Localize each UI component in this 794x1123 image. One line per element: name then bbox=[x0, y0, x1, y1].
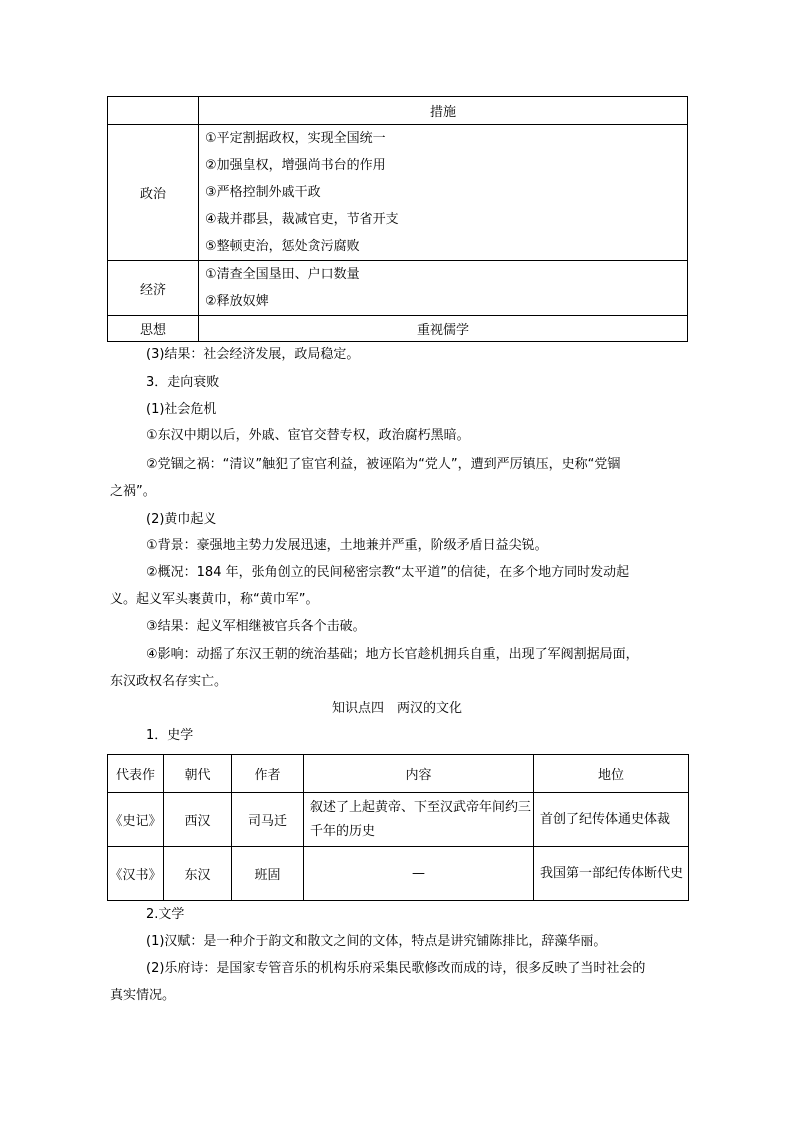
knowledge-point-title: 知识点四 两汉的文化 bbox=[331, 701, 462, 716]
section-heading: 2.文学 bbox=[146, 907, 185, 922]
economy-item: ①清查全国垦田、户口数量 bbox=[205, 267, 360, 282]
sub-heading: (2)黄巾起义 bbox=[146, 512, 217, 527]
paragraph-line: (1)汉赋：是一种介于韵文和散文之间的文体，特点是讲究铺陈排比，辞藻华丽。 bbox=[146, 934, 607, 949]
table-cell: 我国第一部纪传体断代史 bbox=[534, 847, 689, 901]
header-cell: 作者 bbox=[232, 755, 304, 793]
section-heading: 1．史学 bbox=[146, 728, 194, 743]
paragraph-line: ②概况：184 年，张角创立的民间秘密宗教“太平道”的信徒，在多个地方同时发动起 bbox=[146, 565, 630, 580]
paragraph-line: ②党锢之祸：“清议”触犯了宦官利益，被诬陷为“党人”，遭到严厉镇压，史称“党锢 bbox=[146, 457, 621, 472]
table-cell: 叙述了上起黄帝、下至汉武帝年间约三千年的历史 bbox=[304, 793, 534, 847]
paragraph-line: ①东汉中期以后，外戚、宦官交替专权，政治腐朽黑暗。 bbox=[146, 428, 470, 443]
header-cell: 朝代 bbox=[164, 755, 232, 793]
economy-measures bbox=[199, 261, 688, 316]
politics-item: ②加强皇权，增强尚书台的作用 bbox=[205, 158, 386, 173]
table-cell: 《史记》 bbox=[108, 793, 164, 847]
section-heading: 3．走向衰败 bbox=[146, 375, 220, 390]
politics-item: ④裁并郡县，裁减官吏，节省开支 bbox=[205, 212, 399, 227]
header-cell: 内容 bbox=[304, 755, 534, 793]
politics-measures bbox=[199, 125, 688, 261]
sub-heading: (1)社会危机 bbox=[146, 402, 217, 417]
table-corner-cell bbox=[108, 97, 199, 125]
result-line: (3)结果：社会经济发展，政局稳定。 bbox=[146, 347, 360, 362]
paragraph-line: 真实情况。 bbox=[110, 988, 176, 1003]
history-table bbox=[107, 754, 689, 901]
economy-label: 经济 bbox=[108, 261, 199, 316]
table-cell: 《汉书》 bbox=[108, 847, 164, 901]
table-cell: 西汉 bbox=[164, 793, 232, 847]
measures-table bbox=[107, 96, 688, 342]
table-cell: 班固 bbox=[232, 847, 304, 901]
header-cell: 地位 bbox=[534, 755, 689, 793]
politics-item: ⑤整顿吏治，惩处贪污腐败 bbox=[205, 239, 360, 254]
thought-label: 思想 bbox=[108, 316, 199, 342]
table-cell: 首创了纪传体通史体裁 bbox=[534, 793, 689, 847]
header-cell: 代表作 bbox=[108, 755, 164, 793]
table-cell: 司马迁 bbox=[232, 793, 304, 847]
economy-item: ②释放奴婢 bbox=[205, 294, 269, 309]
politics-item: ③严格控制外戚干政 bbox=[205, 185, 321, 200]
table-cell: 东汉 bbox=[164, 847, 232, 901]
paragraph-line: 义。起义军头裹黄巾，称“黄巾军”。 bbox=[110, 592, 319, 607]
measures-header: 措施 bbox=[199, 97, 688, 125]
politics-item: ①平定割据政权，实现全国统一 bbox=[205, 131, 386, 146]
paragraph-line: (2)乐府诗：是国家专管音乐的机构乐府采集民歌修改而成的诗，很多反映了当时社会的 bbox=[146, 961, 646, 976]
paragraph-line: 东汉政权名存实亡。 bbox=[110, 674, 228, 689]
table-cell: — bbox=[304, 847, 534, 901]
paragraph-line: 之祸”。 bbox=[110, 484, 156, 499]
paragraph-line: ③结果：起义军相继被官兵各个击破。 bbox=[146, 619, 366, 634]
thought-measure: 重视儒学 bbox=[199, 316, 688, 342]
politics-label: 政治 bbox=[108, 125, 199, 261]
paragraph-line: ①背景：豪强地主势力发展迅速，土地兼并严重，阶级矛盾日益尖锐。 bbox=[146, 538, 548, 553]
paragraph-line: ④影响：动摇了东汉王朝的统治基础；地方长官趁机拥兵自重，出现了军阀割据局面， bbox=[146, 647, 639, 662]
